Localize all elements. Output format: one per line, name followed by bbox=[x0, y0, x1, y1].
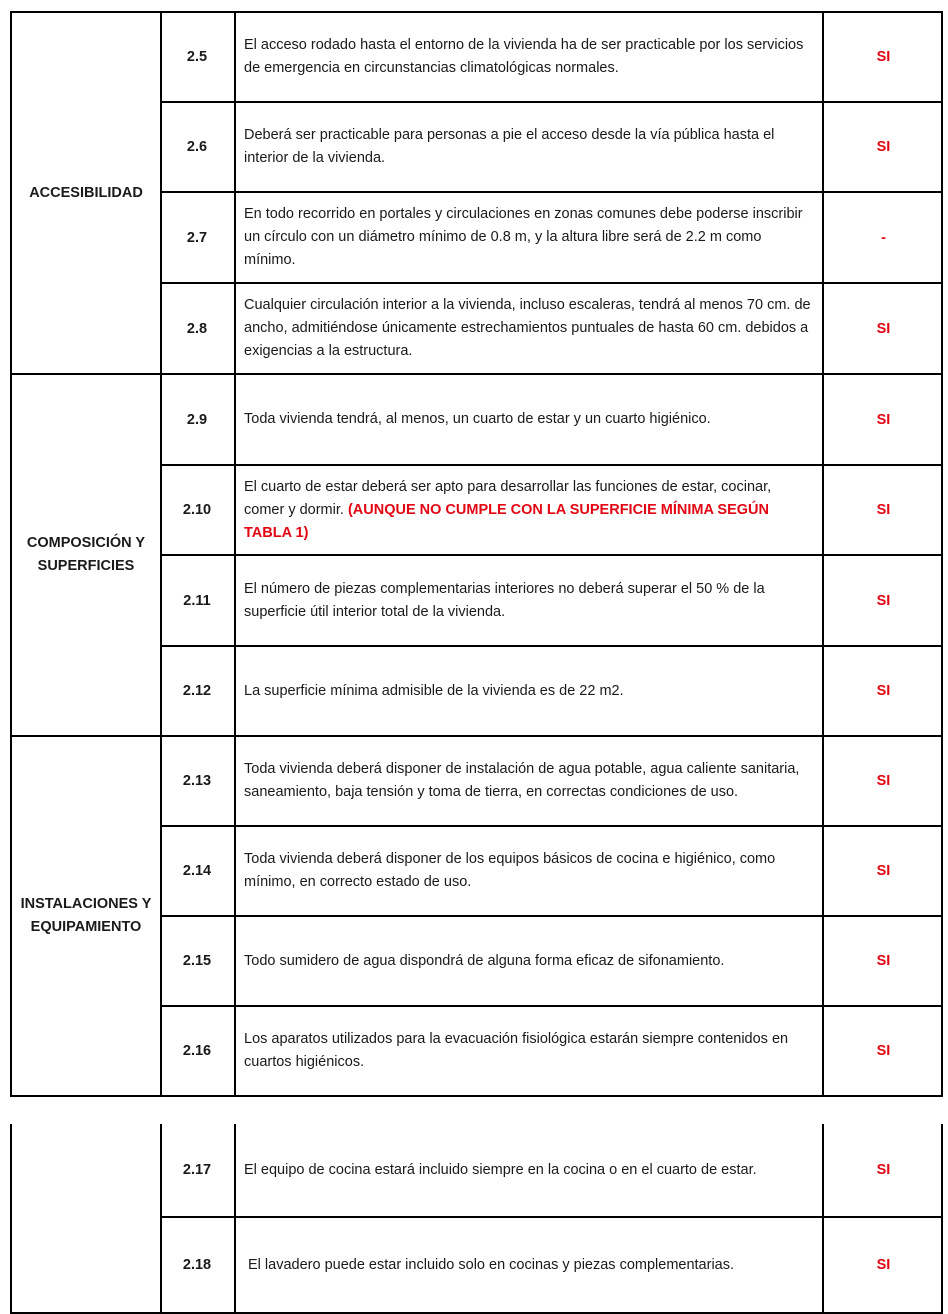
row-result: SI bbox=[876, 1162, 891, 1178]
row-number: 2.10 bbox=[160, 466, 236, 554]
row-result: SI bbox=[876, 1043, 891, 1059]
row-description: Cualquier circulación interior a la vivienda, incluso escaleras, tendrá al menos 70 cm. de ancho, admitiéndose únicamente estrechamientos puntuales de hasta 60 cm. debidos a exigencias a la estructura. bbox=[236, 284, 824, 373]
row-number: 2.7 bbox=[160, 193, 236, 282]
row-result: SI bbox=[876, 773, 891, 789]
row-number: 2.16 bbox=[160, 1007, 236, 1095]
row-result: SI bbox=[876, 411, 891, 428]
group-instalaciones-equipamiento bbox=[12, 735, 162, 1095]
row-result: SI bbox=[876, 1257, 891, 1273]
row-description: El cuarto de estar deberá ser apto para desarrollar las funciones de estar, cocinar, comer y dormir. (AUNQUE NO CUMPLE CON LA SUPERFICIE MÍNIMA SEGÚN TABLA 1) bbox=[236, 466, 824, 554]
table-row bbox=[160, 1216, 943, 1312]
row-number: 2.12 bbox=[160, 647, 236, 735]
row-number: 2.5 bbox=[160, 13, 236, 101]
row-description: Toda vivienda deberá disponer de los equipos básicos de cocina e higiénico, como mínimo, en correcto estado de uso. bbox=[236, 827, 824, 915]
group-label: ACCESIBILIDAD bbox=[29, 184, 143, 201]
row-number: 2.9 bbox=[160, 375, 236, 464]
table-row bbox=[160, 825, 943, 915]
row-number: 2.17 bbox=[160, 1124, 236, 1216]
row-note: (AUNQUE NO CUMPLE CON LA SUPERFICIE MÍNIMA SEGÚN TABLA 1) bbox=[244, 501, 769, 541]
requirements-table-bottom bbox=[10, 1124, 943, 1314]
row-description: El equipo de cocina estará incluido siempre en la cocina o en el cuarto de estar. bbox=[236, 1124, 824, 1216]
group-accesibilidad bbox=[12, 11, 162, 373]
row-description: Toda vivienda deberá disponer de instalación de agua potable, agua caliente sanitaria, saneamiento, baja tensión y toma de tierra, en correctas condiciones de uso. bbox=[236, 737, 824, 825]
row-description: El número de piezas complementarias interiores no deberá superar el 50 % de la superficie útil interior total de la vivienda. bbox=[236, 556, 824, 645]
row-description: El acceso rodado hasta el entorno de la vivienda ha de ser practicable por los servicios de emergencia en circunstancias climatológicas normales. bbox=[236, 13, 824, 101]
row-description: Toda vivienda tendrá, al menos, un cuarto de estar y un cuarto higiénico. bbox=[236, 375, 824, 464]
row-number: 2.13 bbox=[160, 737, 236, 825]
row-result: SI bbox=[876, 502, 891, 518]
group-label: INSTALACIONES Y EQUIPAMIENTO bbox=[20, 896, 152, 935]
row-description: El lavadero puede estar incluido solo en cocinas y piezas complementarias. bbox=[236, 1218, 824, 1312]
row-result: SI bbox=[876, 953, 891, 969]
table-row bbox=[160, 1124, 943, 1216]
group-label: COMPOSICIÓN Y SUPERFICIES bbox=[26, 535, 146, 574]
table-row bbox=[160, 282, 943, 373]
table-row bbox=[160, 11, 943, 101]
table-row bbox=[160, 464, 943, 554]
row-description: La superficie mínima admisible de la vivienda es de 22 m2. bbox=[236, 647, 824, 735]
row-number: 2.11 bbox=[160, 556, 236, 645]
row-result: SI bbox=[876, 863, 891, 879]
table-row bbox=[160, 191, 943, 282]
group-continuation bbox=[12, 1124, 162, 1312]
row-result: - bbox=[881, 229, 886, 246]
row-description: Todo sumidero de agua dispondrá de alguna forma eficaz de sifonamiento. bbox=[236, 917, 824, 1005]
row-number: 2.6 bbox=[160, 103, 236, 191]
row-number: 2.18 bbox=[160, 1218, 236, 1312]
requirements-table-top bbox=[10, 11, 943, 1097]
table-row bbox=[160, 915, 943, 1005]
row-result: SI bbox=[876, 49, 891, 65]
row-result: SI bbox=[876, 592, 891, 609]
row-description: Los aparatos utilizados para la evacuación fisiológica estarán siempre contenidos en cuartos higiénicos. bbox=[236, 1007, 824, 1095]
table-row bbox=[160, 554, 943, 645]
row-result: SI bbox=[876, 683, 891, 699]
table-row bbox=[160, 373, 943, 464]
row-description: En todo recorrido en portales y circulaciones en zonas comunes debe poderse inscribir un círculo con un diámetro mínimo de 0.8 m, y la altura libre será de 2.2 m como mínimo. bbox=[236, 193, 824, 282]
row-number: 2.14 bbox=[160, 827, 236, 915]
table-row bbox=[160, 645, 943, 735]
table-row bbox=[160, 1005, 943, 1095]
group-composicion-superficies bbox=[12, 373, 162, 735]
row-result: SI bbox=[876, 320, 891, 337]
row-number: 2.15 bbox=[160, 917, 236, 1005]
row-number: 2.8 bbox=[160, 284, 236, 373]
row-description: Deberá ser practicable para personas a pie el acceso desde la vía pública hasta el interior de la vivienda. bbox=[236, 103, 824, 191]
table-row bbox=[160, 101, 943, 191]
table-row bbox=[160, 735, 943, 825]
row-result: SI bbox=[876, 139, 891, 155]
